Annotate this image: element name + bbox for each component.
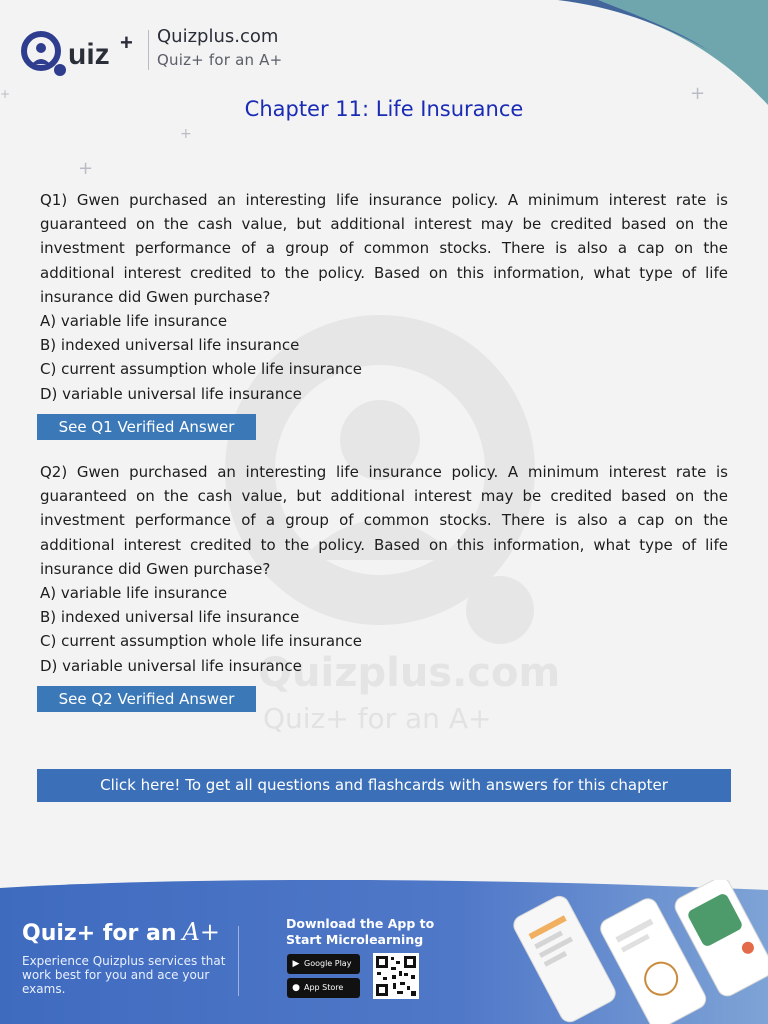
footer-banner bbox=[0, 880, 768, 1024]
app-store-button[interactable] bbox=[287, 978, 360, 998]
google-play-button[interactable] bbox=[287, 954, 360, 974]
footer-description: Experience Quizplus services that work best for you and ace your exams. bbox=[22, 954, 226, 996]
answer-option: C) current assumption whole life insurance bbox=[40, 360, 363, 379]
question-text: Q1) Gwen purchased an interesting life insurance policy. A minimum interest rate is guaranteed on the cash value, but additional interest may be credited based on the investment performance of a group of common stocks. There is also a cap on the additional interest credited to the policy. Based on this information, what type of life insurance did Gwen purchase? bbox=[40, 191, 728, 306]
answer-option: D) variable universal life insurance bbox=[40, 656, 302, 675]
question-1 bbox=[40, 188, 728, 406]
google-play-icon: ▶ bbox=[292, 959, 300, 969]
qr-code-icon[interactable] bbox=[373, 953, 419, 999]
brand-site[interactable]: Quizplus.com bbox=[157, 26, 279, 47]
footer-title-accent: A+ bbox=[182, 918, 220, 946]
answer-option: A) variable life insurance bbox=[40, 584, 228, 603]
footer-title bbox=[22, 918, 220, 946]
plus-decoration-icon: + bbox=[0, 87, 11, 101]
app-store-label: App Store bbox=[304, 983, 344, 992]
watermark-site: Quizplus.com bbox=[258, 650, 561, 696]
answer-option: C) current assumption whole life insurance bbox=[40, 632, 363, 651]
watermark-tagline: Quiz+ for an A+ bbox=[263, 702, 492, 735]
footer-title-text: Quiz+ for an bbox=[22, 921, 177, 946]
answer-option: A) variable life insurance bbox=[40, 312, 228, 331]
answer-option: B) indexed universal life insurance bbox=[40, 336, 300, 355]
quizplus-logo bbox=[16, 26, 156, 78]
answer-option: D) variable universal life insurance bbox=[40, 384, 302, 403]
download-app-text: Download the App to Start Microlearning bbox=[286, 916, 435, 947]
question-2 bbox=[40, 460, 728, 678]
plus-decoration-icon: + bbox=[78, 158, 94, 179]
see-q2-answer-button[interactable]: See Q2 Verified Answer bbox=[37, 686, 256, 712]
plus-decoration-icon: + bbox=[690, 83, 706, 104]
footer-divider bbox=[238, 926, 239, 996]
svg-text:uiz: uiz bbox=[68, 38, 110, 71]
question-text: Q2) Gwen purchased an interesting life insurance policy. A minimum interest rate is guaranteed on the cash value, but additional interest may be credited based on the investment performance of a group of common stocks. There is also a cap on the additional interest credited to the policy. Based on this information, what type of life insurance did Gwen purchase? bbox=[40, 463, 728, 578]
see-q1-answer-button[interactable]: See Q1 Verified Answer bbox=[37, 414, 256, 440]
app-phones-illustration bbox=[505, 880, 768, 1024]
answer-option: B) indexed universal life insurance bbox=[40, 608, 300, 627]
get-all-questions-button[interactable]: Click here! To get all questions and flashcards with answers for this chapter bbox=[37, 769, 731, 802]
svg-text:+: + bbox=[120, 30, 133, 55]
google-play-label: Google Play bbox=[304, 959, 352, 968]
apple-icon: ● bbox=[292, 983, 300, 993]
logo-divider bbox=[148, 30, 149, 70]
brand-tagline: Quiz+ for an A+ bbox=[157, 51, 283, 69]
plus-decoration-icon: + bbox=[180, 126, 192, 142]
chapter-title: Chapter 11: Life Insurance bbox=[244, 97, 524, 121]
